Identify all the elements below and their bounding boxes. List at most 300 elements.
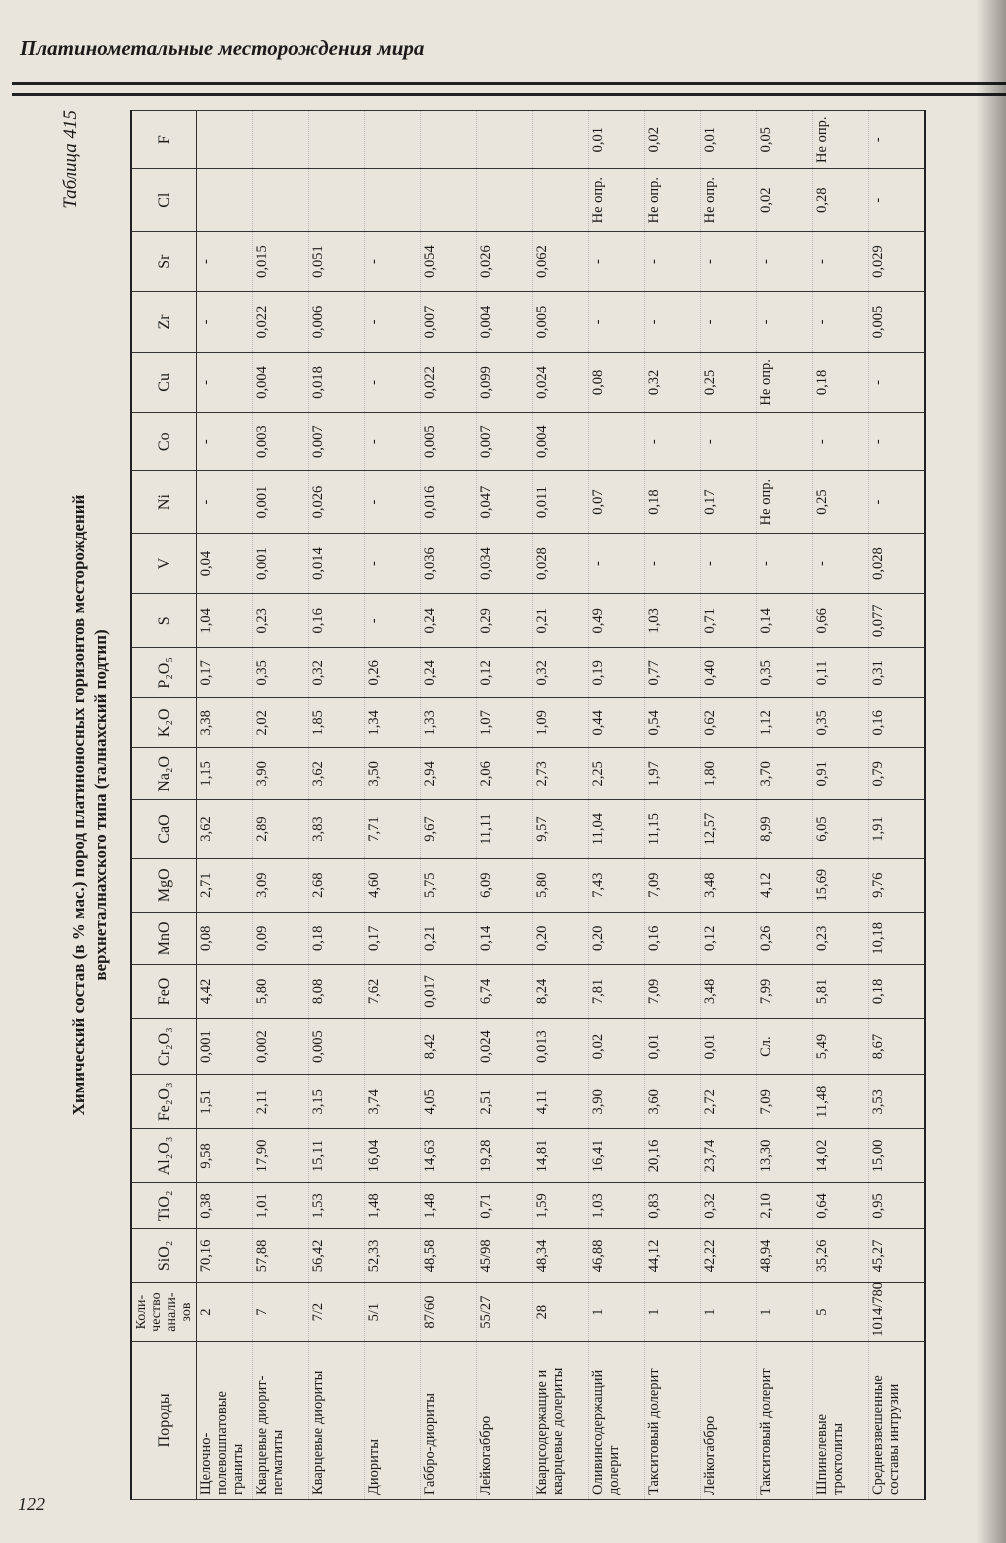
value-cell: 0,18: [309, 912, 365, 964]
value-cell: 11,11: [477, 800, 533, 858]
value-cell: 0,007: [309, 413, 365, 471]
value-cell: 17,90: [253, 1129, 309, 1183]
value-cell: 0,004: [253, 352, 309, 412]
value-cell: -: [365, 352, 421, 412]
value-cell: 3,15: [309, 1075, 365, 1129]
value-cell: 2,02: [253, 698, 309, 748]
value-cell: -: [701, 231, 757, 291]
value-cell: 4,11: [533, 1075, 589, 1129]
value-cell: -: [365, 533, 421, 593]
value-cell: 1,09: [533, 698, 589, 748]
value-cell: 0,79: [869, 748, 925, 800]
rock-name-cell: Оливинсодержащий долерит: [589, 1341, 645, 1499]
value-cell: [197, 111, 253, 169]
value-cell: 0,047: [477, 471, 533, 533]
value-cell: 0,004: [533, 413, 589, 471]
value-cell: 0,64: [813, 1183, 869, 1229]
value-cell: 3,60: [645, 1075, 701, 1129]
value-cell: 0,051: [309, 231, 365, 291]
value-cell: 0,32: [533, 648, 589, 698]
value-cell: 7,99: [757, 964, 813, 1018]
column-header: Cu: [131, 352, 197, 412]
value-cell: Не опр.: [589, 169, 645, 231]
value-cell: -: [645, 533, 701, 593]
value-cell: 0,077: [869, 594, 925, 648]
value-cell: Сл.: [757, 1018, 813, 1074]
value-cell: -: [589, 533, 645, 593]
value-cell: 0,32: [701, 1183, 757, 1229]
value-cell: Не опр.: [813, 111, 869, 169]
table-row: [533, 111, 589, 1500]
column-header: Al₂O₃: [131, 1129, 197, 1183]
value-cell: 42,22: [701, 1229, 757, 1283]
running-head: Платинометальные месторождения мира: [20, 36, 425, 60]
value-cell: 0,66: [813, 594, 869, 648]
value-cell: 3,90: [589, 1075, 645, 1129]
value-cell: 3,48: [701, 964, 757, 1018]
value-cell: 0,028: [533, 533, 589, 593]
value-cell: 16,04: [365, 1129, 421, 1183]
value-cell: 1,03: [645, 594, 701, 648]
value-cell: 11,15: [645, 800, 701, 858]
value-cell: 87/60: [421, 1283, 477, 1341]
value-cell: 7,09: [757, 1075, 813, 1129]
value-cell: -: [701, 292, 757, 352]
value-cell: 1,97: [645, 748, 701, 800]
value-cell: -: [197, 292, 253, 352]
value-cell: 5,80: [533, 858, 589, 912]
value-cell: 0,01: [589, 111, 645, 169]
value-cell: 0,029: [869, 231, 925, 291]
value-cell: 0,31: [869, 648, 925, 698]
table-row: [589, 111, 645, 1500]
value-cell: 0,005: [533, 292, 589, 352]
value-cell: 0,35: [813, 698, 869, 748]
value-cell: 0,01: [701, 111, 757, 169]
value-cell: -: [645, 413, 701, 471]
value-cell: 3,48: [701, 858, 757, 912]
column-header: K₂O: [131, 698, 197, 748]
value-cell: -: [365, 231, 421, 291]
value-cell: 0,49: [589, 594, 645, 648]
value-cell: 15,69: [813, 858, 869, 912]
value-cell: 15,00: [869, 1129, 925, 1183]
table-body: [197, 111, 925, 1500]
value-cell: 0,015: [253, 231, 309, 291]
rock-name-cell: Шпинелевые троктолиты: [813, 1341, 869, 1499]
value-cell: 0,71: [701, 594, 757, 648]
value-cell: 1,48: [365, 1183, 421, 1229]
table-caption-line1: Химический состав (в % мас.) пород платиноносных горизонтов месторождений: [69, 494, 88, 1116]
value-cell: 2,72: [701, 1075, 757, 1129]
value-cell: 0,054: [421, 231, 477, 291]
value-cell: [309, 111, 365, 169]
value-cell: -: [813, 413, 869, 471]
value-cell: -: [645, 231, 701, 291]
value-cell: 0,006: [309, 292, 365, 352]
value-cell: 0,77: [645, 648, 701, 698]
value-cell: [533, 169, 589, 231]
value-cell: 0,35: [253, 648, 309, 698]
value-cell: [757, 413, 813, 471]
column-header: Na₂O: [131, 748, 197, 800]
value-cell: 0,005: [869, 292, 925, 352]
value-cell: 0,23: [813, 912, 869, 964]
value-cell: 14,02: [813, 1129, 869, 1183]
value-cell: 0,002: [253, 1018, 309, 1074]
value-cell: -: [589, 231, 645, 291]
value-cell: 3,38: [197, 698, 253, 748]
value-cell: -: [869, 169, 925, 231]
value-cell: 45,27: [869, 1229, 925, 1283]
table-header-row: [131, 111, 197, 1500]
value-cell: 14,81: [533, 1129, 589, 1183]
value-cell: 8,24: [533, 964, 589, 1018]
value-cell: -: [197, 413, 253, 471]
value-cell: 3,62: [197, 800, 253, 858]
value-cell: 13,30: [757, 1129, 813, 1183]
value-cell: 0,022: [421, 352, 477, 412]
header-rule-bottom: [12, 93, 1006, 96]
value-cell: 0,099: [477, 352, 533, 412]
value-cell: 5/1: [365, 1283, 421, 1341]
value-cell: [253, 111, 309, 169]
value-cell: 2,94: [421, 748, 477, 800]
value-cell: -: [757, 231, 813, 291]
value-cell: 7,43: [589, 858, 645, 912]
column-header: SiO₂: [131, 1229, 197, 1283]
column-header: Ni: [131, 471, 197, 533]
value-cell: -: [589, 292, 645, 352]
value-cell: 1,07: [477, 698, 533, 748]
value-cell: 11,04: [589, 800, 645, 858]
value-cell: 7,09: [645, 858, 701, 912]
value-cell: 16,41: [589, 1129, 645, 1183]
value-cell: 0,25: [813, 471, 869, 533]
value-cell: 7,71: [365, 800, 421, 858]
value-cell: 0,20: [589, 912, 645, 964]
value-cell: -: [365, 594, 421, 648]
header-rule-top: [12, 82, 1006, 85]
value-cell: 0,014: [309, 533, 365, 593]
value-cell: 0,08: [589, 352, 645, 412]
column-header: TiO₂: [131, 1183, 197, 1229]
value-cell: 3,53: [869, 1075, 925, 1129]
value-cell: 0,01: [645, 1018, 701, 1074]
value-cell: -: [813, 533, 869, 593]
column-header: S: [131, 594, 197, 648]
value-cell: 0,40: [701, 648, 757, 698]
value-cell: 1,15: [197, 748, 253, 800]
value-cell: 0,018: [309, 352, 365, 412]
value-cell: 0,02: [757, 169, 813, 231]
value-cell: 1,34: [365, 698, 421, 748]
value-cell: [309, 169, 365, 231]
value-cell: 0,024: [533, 352, 589, 412]
value-cell: -: [645, 292, 701, 352]
value-cell: -: [869, 111, 925, 169]
value-cell: 0,001: [197, 1018, 253, 1074]
value-cell: 0,09: [253, 912, 309, 964]
value-cell: 6,05: [813, 800, 869, 858]
rock-name-cell: Такситовый долерит: [757, 1341, 813, 1499]
value-cell: -: [813, 231, 869, 291]
value-cell: [477, 111, 533, 169]
value-cell: 0,017: [421, 964, 477, 1018]
column-header: Породы: [131, 1341, 197, 1499]
value-cell: 0,23: [253, 594, 309, 648]
value-cell: 48,34: [533, 1229, 589, 1283]
value-cell: 0,004: [477, 292, 533, 352]
value-cell: Не опр.: [757, 471, 813, 533]
value-cell: 0,25: [701, 352, 757, 412]
value-cell: 11,48: [813, 1075, 869, 1129]
value-cell: 1,53: [309, 1183, 365, 1229]
value-cell: 0,02: [645, 111, 701, 169]
value-cell: 0,034: [477, 533, 533, 593]
table-row: [309, 111, 365, 1500]
value-cell: [197, 169, 253, 231]
value-cell: 1: [701, 1283, 757, 1341]
rock-name-cell: Средневзвешенные составы интрузии: [869, 1341, 925, 1499]
value-cell: 9,58: [197, 1129, 253, 1183]
value-cell: 1,59: [533, 1183, 589, 1229]
value-cell: 0,28: [813, 169, 869, 231]
value-cell: 0,12: [477, 648, 533, 698]
value-cell: 55/27: [477, 1283, 533, 1341]
value-cell: 0,04: [197, 533, 253, 593]
value-cell: 0,18: [813, 352, 869, 412]
rock-name-cell: Диориты: [365, 1341, 421, 1499]
value-cell: 56,42: [309, 1229, 365, 1283]
value-cell: 0,91: [813, 748, 869, 800]
table-row: [757, 111, 813, 1500]
value-cell: 2,73: [533, 748, 589, 800]
value-cell: 1014/780: [869, 1283, 925, 1341]
table-row: [421, 111, 477, 1500]
value-cell: 6,74: [477, 964, 533, 1018]
value-cell: 1,03: [589, 1183, 645, 1229]
value-cell: 0,54: [645, 698, 701, 748]
value-cell: -: [197, 231, 253, 291]
value-cell: -: [869, 413, 925, 471]
value-cell: 2,51: [477, 1075, 533, 1129]
value-cell: 2,71: [197, 858, 253, 912]
value-cell: -: [197, 471, 253, 533]
value-cell: 3,62: [309, 748, 365, 800]
value-cell: 0,19: [589, 648, 645, 698]
value-cell: 0,24: [421, 594, 477, 648]
value-cell: 0,32: [645, 352, 701, 412]
value-cell: 0,14: [477, 912, 533, 964]
table-row: [365, 111, 421, 1500]
value-cell: 0,16: [869, 698, 925, 748]
value-cell: 28: [533, 1283, 589, 1341]
value-cell: 57,88: [253, 1229, 309, 1283]
value-cell: 2,11: [253, 1075, 309, 1129]
page-number: 122: [18, 1494, 45, 1514]
value-cell: [589, 413, 645, 471]
column-header: MgO: [131, 858, 197, 912]
value-cell: 3,09: [253, 858, 309, 912]
value-cell: 2,06: [477, 748, 533, 800]
value-cell: 14,63: [421, 1129, 477, 1183]
value-cell: 2,68: [309, 858, 365, 912]
value-cell: 1,85: [309, 698, 365, 748]
value-cell: 48,58: [421, 1229, 477, 1283]
column-header: Fe₂O₃: [131, 1075, 197, 1129]
value-cell: -: [813, 292, 869, 352]
value-cell: 52,33: [365, 1229, 421, 1283]
table-row: [869, 111, 925, 1500]
value-cell: 2,25: [589, 748, 645, 800]
value-cell: 0,17: [365, 912, 421, 964]
value-cell: 0,16: [309, 594, 365, 648]
value-cell: 0,028: [869, 533, 925, 593]
value-cell: [421, 111, 477, 169]
value-cell: 8,99: [757, 800, 813, 858]
value-cell: 0,08: [197, 912, 253, 964]
value-cell: 1,12: [757, 698, 813, 748]
column-header: Zr: [131, 292, 197, 352]
value-cell: -: [197, 352, 253, 412]
value-cell: [365, 1018, 421, 1074]
table-row: [477, 111, 533, 1500]
rock-name-cell: Лейкогаббро: [477, 1341, 533, 1499]
value-cell: 0,29: [477, 594, 533, 648]
value-cell: -: [365, 292, 421, 352]
value-cell: 0,036: [421, 533, 477, 593]
rock-name-cell: Кварцевые диориты: [309, 1341, 365, 1499]
value-cell: 7,09: [645, 964, 701, 1018]
rotated-table-block: [60, 110, 960, 1500]
value-cell: 0,011: [533, 471, 589, 533]
value-cell: 0,26: [757, 912, 813, 964]
value-cell: 1: [589, 1283, 645, 1341]
value-cell: 0,83: [645, 1183, 701, 1229]
value-cell: 0,005: [421, 413, 477, 471]
table-label: Таблица 415: [60, 110, 81, 209]
value-cell: 0,07: [589, 471, 645, 533]
rock-name-cell: Щелочно-полевошпатовые граниты: [197, 1341, 253, 1499]
binding-shadow: [976, 0, 1006, 1543]
value-cell: 9,67: [421, 800, 477, 858]
value-cell: 7,62: [365, 964, 421, 1018]
value-cell: 1,01: [253, 1183, 309, 1229]
column-header: MnO: [131, 912, 197, 964]
composition-table: [130, 110, 926, 1500]
value-cell: 1,91: [869, 800, 925, 858]
value-cell: 3,90: [253, 748, 309, 800]
column-header: P₂O₅: [131, 648, 197, 698]
value-cell: 2,10: [757, 1183, 813, 1229]
value-cell: 0,21: [421, 912, 477, 964]
value-cell: 3,83: [309, 800, 365, 858]
value-cell: 48,94: [757, 1229, 813, 1283]
column-header: F: [131, 111, 197, 169]
value-cell: 0,026: [309, 471, 365, 533]
value-cell: Не опр.: [701, 169, 757, 231]
value-cell: 1,80: [701, 748, 757, 800]
column-header: Co: [131, 413, 197, 471]
value-cell: 2: [197, 1283, 253, 1341]
column-header: FeO: [131, 964, 197, 1018]
value-cell: 23,74: [701, 1129, 757, 1183]
value-cell: 20,16: [645, 1129, 701, 1183]
value-cell: 0,003: [253, 413, 309, 471]
value-cell: 0,35: [757, 648, 813, 698]
value-cell: 4,05: [421, 1075, 477, 1129]
value-cell: 0,001: [253, 471, 309, 533]
value-cell: [533, 111, 589, 169]
value-cell: 0,013: [533, 1018, 589, 1074]
value-cell: 19,28: [477, 1129, 533, 1183]
value-cell: 0,026: [477, 231, 533, 291]
value-cell: -: [365, 471, 421, 533]
table-row: [197, 111, 253, 1500]
value-cell: [253, 169, 309, 231]
value-cell: 5,75: [421, 858, 477, 912]
value-cell: 0,022: [253, 292, 309, 352]
column-header: Sr: [131, 231, 197, 291]
value-cell: 0,007: [477, 413, 533, 471]
value-cell: 0,001: [253, 533, 309, 593]
value-cell: 2,89: [253, 800, 309, 858]
value-cell: 0,26: [365, 648, 421, 698]
value-cell: 1,04: [197, 594, 253, 648]
value-cell: 12,57: [701, 800, 757, 858]
value-cell: [365, 169, 421, 231]
value-cell: 0,05: [757, 111, 813, 169]
column-header: Cl: [131, 169, 197, 231]
value-cell: 0,18: [645, 471, 701, 533]
value-cell: 8,42: [421, 1018, 477, 1074]
value-cell: 15,11: [309, 1129, 365, 1183]
value-cell: 0,21: [533, 594, 589, 648]
value-cell: 3,50: [365, 748, 421, 800]
value-cell: 0,01: [701, 1018, 757, 1074]
rock-name-cell: Кварцсодержащие и кварцевые долериты: [533, 1341, 589, 1499]
value-cell: 7,81: [589, 964, 645, 1018]
value-cell: 45/98: [477, 1229, 533, 1283]
value-cell: 0,20: [533, 912, 589, 964]
value-cell: 10,18: [869, 912, 925, 964]
value-cell: 0,44: [589, 698, 645, 748]
rock-name-cell: Такситовый долерит: [645, 1341, 701, 1499]
value-cell: [477, 169, 533, 231]
value-cell: 0,024: [477, 1018, 533, 1074]
value-cell: 70,16: [197, 1229, 253, 1283]
value-cell: -: [757, 533, 813, 593]
value-cell: 0,32: [309, 648, 365, 698]
value-cell: -: [757, 292, 813, 352]
value-cell: -: [869, 471, 925, 533]
value-cell: 1: [645, 1283, 701, 1341]
value-cell: 0,02: [589, 1018, 645, 1074]
value-cell: -: [701, 533, 757, 593]
value-cell: 0,38: [197, 1183, 253, 1229]
value-cell: 8,08: [309, 964, 365, 1018]
column-header: CaO: [131, 800, 197, 858]
value-cell: 3,74: [365, 1075, 421, 1129]
value-cell: 7/2: [309, 1283, 365, 1341]
value-cell: 0,016: [421, 471, 477, 533]
value-cell: 44,12: [645, 1229, 701, 1283]
value-cell: [421, 169, 477, 231]
value-cell: 0,007: [421, 292, 477, 352]
table-row: [645, 111, 701, 1500]
value-cell: Не опр.: [757, 352, 813, 412]
